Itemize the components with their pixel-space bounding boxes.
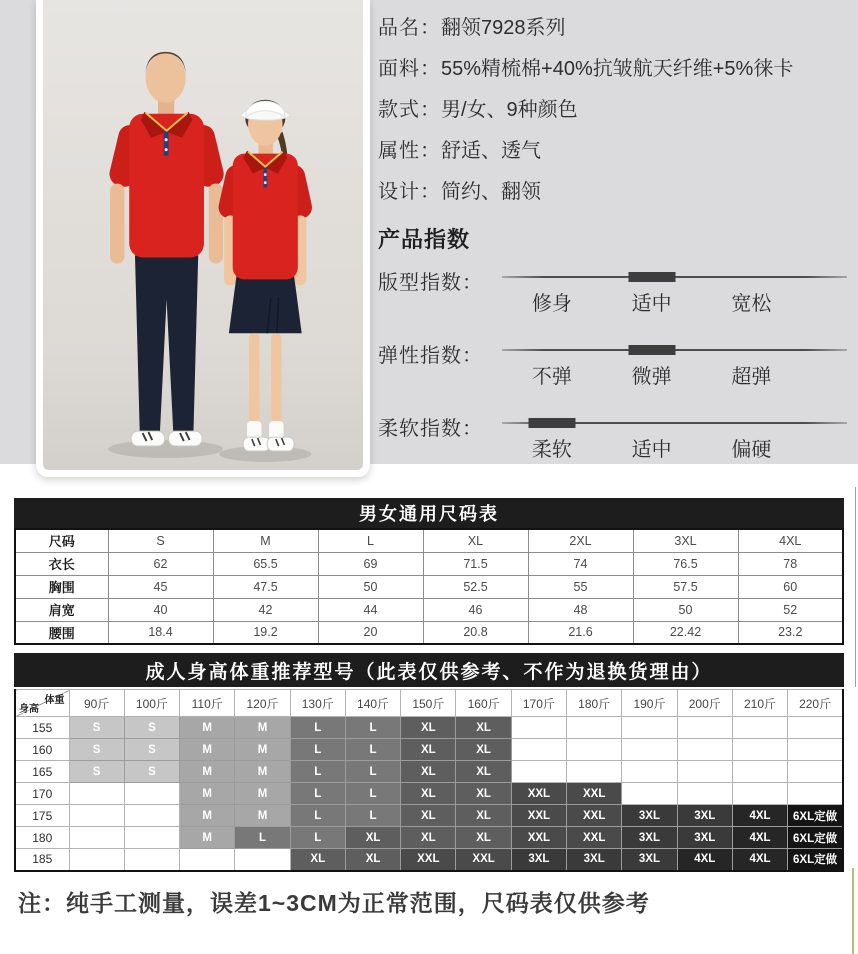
size-table-value-cell: 74 [528,552,633,575]
fit-empty-cell [677,717,732,739]
fit-empty-cell [788,739,843,761]
product-info-label: 款式： [378,99,441,121]
fit-empty-cell [124,783,179,805]
fit-size-cell: XL [401,827,456,849]
corner-height-label: 身高 [19,704,39,715]
slider-tick-label: 宽松 [731,293,772,315]
fit-table-weight-header: 90斤 [69,690,124,717]
index-slider [502,410,850,474]
fit-size-cell: XL [401,761,456,783]
fit-empty-cell [69,805,124,827]
fit-empty-cell [124,805,179,827]
size-table-row-label: 腰围 [15,621,108,644]
fit-empty-cell [788,761,843,783]
slider-tick-label: 超弹 [731,366,772,388]
slider-tick-labels [502,360,801,389]
size-table-header-cell: L [318,529,423,552]
fit-empty-cell [124,849,179,871]
fit-table-row [15,739,843,761]
size-table-value-cell: 69 [318,552,423,575]
fit-empty-cell [124,827,179,849]
product-photo-card [36,0,370,477]
size-table-value-cell: 20 [318,621,423,644]
size-table-header-cell: XL [423,529,528,552]
fit-size-cell: M [180,761,235,783]
fit-size-cell: L [290,827,345,849]
size-table-row [15,598,843,621]
fit-table-weight-header: 170斤 [511,690,566,717]
fit-table-corner-cell [15,690,69,717]
fit-size-cell: S [69,739,124,761]
fit-size-cell: 3XL [622,827,677,849]
fit-table-height-cell: 160 [15,739,69,761]
size-table-value-cell: 18.4 [108,621,213,644]
fit-empty-cell [622,761,677,783]
fit-size-cell: 6XL定做 [788,805,843,827]
slider-tick-label: 偏硬 [731,439,772,461]
fit-table-height-cell: 185 [15,849,69,871]
fit-empty-cell [677,783,732,805]
fit-table-height-cell: 175 [15,805,69,827]
size-table-value-cell: 52.5 [423,575,528,598]
slider-thumb [628,272,675,282]
fit-table-title: 成人身高体重推荐型号（此表仅供参考、不作为退换货理由） [14,653,844,687]
fit-table-weight-header: 100斤 [124,690,179,717]
fit-size-cell: XL [456,783,511,805]
size-table-value-cell: 52 [738,598,843,621]
fit-size-cell: M [180,739,235,761]
size-table-value-cell: 46 [423,598,528,621]
size-table-value-cell: 20.8 [423,621,528,644]
product-info-value: 舒适、透气 [441,140,541,162]
size-table-header-cell: 4XL [738,529,843,552]
fit-size-cell: 3XL [567,849,622,871]
size-table-value-cell: 62 [108,552,213,575]
fit-table-height-cell: 180 [15,827,69,849]
product-index-title: 产品指数 [378,226,471,252]
slider-thumb [628,345,675,355]
product-index-label: 版型指数： [378,272,483,294]
size-table-header-cell: M [213,529,318,552]
fit-table-row [15,761,843,783]
slider-tick-label: 微弹 [631,366,672,388]
fit-size-cell: M [235,783,290,805]
size-table-value-cell: 60 [738,575,843,598]
fit-size-cell: XL [456,739,511,761]
size-table-header-cell: 2XL [528,529,633,552]
product-info-value: 55%精梳棉+40%抗皱航天纤维+5%徕卡 [441,58,794,80]
fit-size-cell: 4XL [732,849,787,871]
fit-table-weight-header: 120斤 [235,690,290,717]
size-table-header-cell: 3XL [633,529,738,552]
size-table-value-cell: 65.5 [213,552,318,575]
fit-size-cell: XL [456,827,511,849]
fit-table [14,689,844,872]
fit-table-weight-header: 140斤 [345,690,400,717]
size-table-header-cell: 尺码 [15,529,108,552]
fit-size-cell: M [235,739,290,761]
fit-size-cell: L [290,739,345,761]
fit-size-cell: XXL [401,849,456,871]
size-table-header-cell: S [108,529,213,552]
fit-empty-cell [677,761,732,783]
fit-empty-cell [69,849,124,871]
fit-size-cell: S [124,739,179,761]
size-table [14,528,844,645]
fit-size-cell: 3XL [677,805,732,827]
size-table-value-cell: 57.5 [633,575,738,598]
size-table-title: 男女通用尺码表 [14,498,844,528]
fit-empty-cell [567,761,622,783]
product-index-row [378,264,850,328]
fit-size-cell: L [345,805,400,827]
fit-table-weight-header: 210斤 [732,690,787,717]
size-table-row [15,621,843,644]
slider-tick-label: 修身 [531,293,572,315]
measurement-note: 注：纯手工测量，误差1~3CM为正常范围，尺码表仅供参考 [18,889,650,916]
size-table-row-label: 肩宽 [15,598,108,621]
size-table-value-cell: 71.5 [423,552,528,575]
product-info-value: 简约、翻领 [441,181,541,203]
slider-tick-label: 柔软 [531,439,572,461]
size-table-row-label: 胸围 [15,575,108,598]
fit-empty-cell [511,761,566,783]
fit-empty-cell [622,739,677,761]
fit-table-height-cell: 155 [15,717,69,739]
fit-empty-cell [235,849,290,871]
fit-empty-cell [622,717,677,739]
size-table-value-cell: 19.2 [213,621,318,644]
fit-table-header-row [15,690,843,717]
fit-table-height-cell: 165 [15,761,69,783]
fit-empty-cell [732,761,787,783]
fit-empty-cell [180,849,235,871]
fit-size-cell: 3XL [511,849,566,871]
fit-size-cell: 3XL [622,805,677,827]
fit-size-cell: 3XL [622,849,677,871]
slider-tick-label: 适中 [631,293,672,315]
fit-size-cell: XXL [567,827,622,849]
fit-empty-cell [732,739,787,761]
fit-empty-cell [511,717,566,739]
fit-table-weight-header: 130斤 [290,690,345,717]
fit-table-weight-header: 200斤 [677,690,732,717]
fit-empty-cell [567,739,622,761]
product-info-label: 品名： [378,17,441,39]
fit-table-row [15,849,843,871]
floor-shadow [108,440,223,458]
fit-size-cell: L [290,761,345,783]
fit-size-cell: L [345,783,400,805]
product-info-row [378,87,850,128]
product-info-label: 设计： [378,181,441,203]
fit-size-cell: XL [401,783,456,805]
product-index-row [378,337,850,401]
size-table-value-cell: 50 [633,598,738,621]
fit-size-cell: 6XL定做 [788,827,843,849]
fit-size-cell: 6XL定做 [788,849,843,871]
fit-size-cell: XXL [511,783,566,805]
fit-size-cell: XL [290,849,345,871]
fit-size-cell: XXL [456,849,511,871]
fit-size-cell: L [345,717,400,739]
product-index-label: 弹性指数： [378,345,483,367]
fit-size-cell: XL [345,849,400,871]
size-table-value-cell: 45 [108,575,213,598]
slider-tick-labels [502,287,801,316]
fit-empty-cell [567,717,622,739]
fit-size-cell: L [235,827,290,849]
fit-size-cell: 3XL [677,827,732,849]
corner-weight-label: 体重 [44,695,65,706]
fit-empty-cell [732,717,787,739]
size-table-value-cell: 47.5 [213,575,318,598]
fit-empty-cell [511,739,566,761]
fit-table-row [15,717,843,739]
fit-table-weight-header: 150斤 [401,690,456,717]
fit-size-cell: L [290,805,345,827]
size-table-value-cell: 76.5 [633,552,738,575]
fit-size-cell: 4XL [677,849,732,871]
size-table-value-cell: 78 [738,552,843,575]
fit-empty-cell [788,783,843,805]
size-table-row-label: 衣长 [15,552,108,575]
product-info-row [378,5,850,46]
fit-size-cell: M [180,805,235,827]
product-index-list [378,264,850,474]
fit-table-row [15,805,843,827]
fit-size-cell: M [180,717,235,739]
index-slider [502,337,850,401]
fit-size-cell: XL [401,805,456,827]
product-info-value: 男/女、9种颜色 [441,99,578,121]
fit-empty-cell [732,783,787,805]
size-table-header-row [15,529,843,552]
size-table-value-cell: 40 [108,598,213,621]
fit-table-weight-header: 190斤 [622,690,677,717]
product-index-label: 柔软指数： [378,418,483,440]
size-table-section [14,498,844,645]
size-table-value-cell: 23.2 [738,621,843,644]
fit-size-cell: S [69,761,124,783]
fit-table-weight-header: 180斤 [567,690,622,717]
fit-size-cell: M [235,805,290,827]
product-info-value: 翻领7928系列 [441,17,566,39]
fit-table-row [15,783,843,805]
fit-table-weight-header: 160斤 [456,690,511,717]
size-table-value-cell: 48 [528,598,633,621]
fit-size-cell: M [235,717,290,739]
fit-size-cell: XL [345,827,400,849]
index-slider [502,264,850,328]
fit-size-cell: XL [401,717,456,739]
product-info-row [378,128,850,169]
fit-size-cell: XXL [567,783,622,805]
product-info-row [378,169,850,210]
fit-size-cell: S [124,717,179,739]
product-info-label: 面料： [378,58,441,80]
fit-size-cell: M [235,761,290,783]
slider-tick-label: 适中 [631,439,672,461]
fit-table-section [14,653,844,872]
page-edge-line-green [852,868,854,954]
product-info-row [378,46,850,87]
fit-empty-cell [677,739,732,761]
fit-size-cell: S [124,761,179,783]
size-table-value-cell: 21.6 [528,621,633,644]
fit-size-cell: 4XL [732,805,787,827]
fit-size-cell: 4XL [732,827,787,849]
fit-empty-cell [69,827,124,849]
size-table-value-cell: 22.42 [633,621,738,644]
fit-size-cell: XL [401,739,456,761]
product-info-panel [378,5,850,474]
product-index-row [378,410,850,474]
fit-size-cell: M [180,783,235,805]
size-table-value-cell: 44 [318,598,423,621]
fit-size-cell: XXL [511,827,566,849]
model-photo [43,0,363,470]
size-table-row [15,552,843,575]
fit-table-weight-header: 110斤 [180,690,235,717]
size-table-value-cell: 50 [318,575,423,598]
size-table-value-cell: 55 [528,575,633,598]
fit-size-cell: L [290,717,345,739]
fit-size-cell: XXL [567,805,622,827]
fit-size-cell: L [290,783,345,805]
fit-table-weight-header: 220斤 [788,690,843,717]
fit-size-cell: L [345,739,400,761]
fit-table-body [15,690,843,871]
product-info-label: 属性： [378,140,441,162]
fit-size-cell: XL [456,717,511,739]
fit-size-cell: XL [456,761,511,783]
slider-thumb [528,418,575,428]
size-table-body [15,529,843,644]
page-edge-line [855,487,856,687]
size-table-row [15,575,843,598]
fit-empty-cell [622,783,677,805]
product-info-list [378,5,850,210]
fit-size-cell: S [69,717,124,739]
fit-empty-cell [69,783,124,805]
fit-size-cell: M [180,827,235,849]
fit-size-cell: XL [456,805,511,827]
fit-table-row [15,827,843,849]
slider-tick-label: 不弹 [531,366,572,388]
fit-empty-cell [788,717,843,739]
fit-size-cell: L [345,761,400,783]
fit-table-height-cell: 170 [15,783,69,805]
slider-tick-labels [502,433,801,462]
fit-size-cell: XXL [511,805,566,827]
size-table-value-cell: 42 [213,598,318,621]
